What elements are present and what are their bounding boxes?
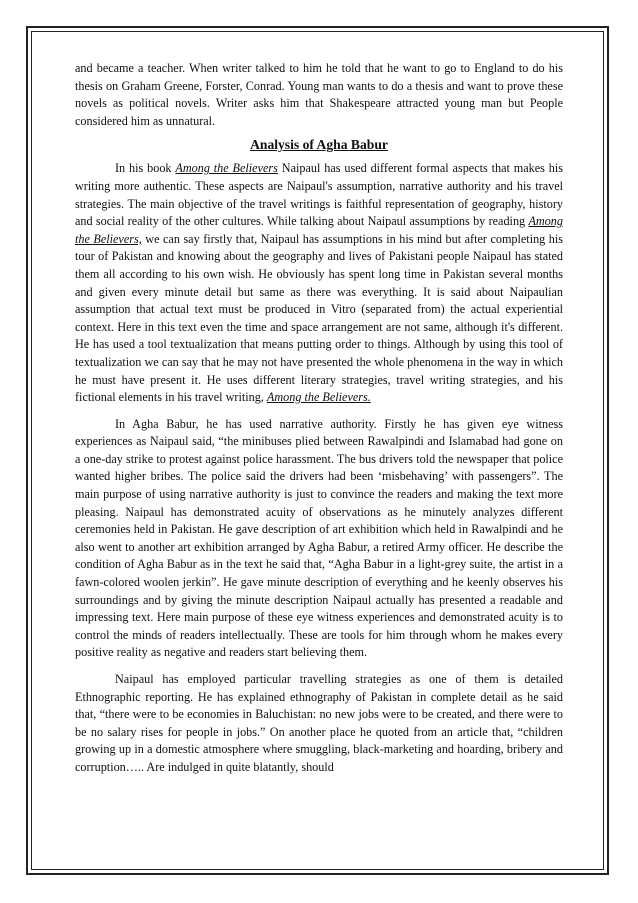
book-title-reference: Among the Believers, [75,214,563,246]
paragraph-formal-aspects [75,160,563,406]
section-heading-text: Analysis of Agha Babur [250,137,388,153]
book-title-reference: Among the Believers. [266,390,371,405]
paragraph-travelling-strategies: Naipaul has employed particular travelling strategies as one of them is detailed Ethnographic reporting. He has explained ethnography of Pakistan in complete detail as he said that, “there were to be economies in Baluchistan: no new jobs were to be created, and there were to be no salary rises for people in jobs.” On another place he quoted from an article that, “children growing up in a domestic atmosphere where smuggling, black-marketing and hoarding, bribery and corruption….. Are indulged in quite blatantly, should [75,672,563,774]
paragraph-text: we can say firstly that, Naipaul has assumptions in his mind but after completing his tour of Pakistan and knowing about the geography and lives of Pakistani people Naipaul has stated them all according to his own wish. He obviously has spent long time in Pakistan several months and given every minute detail but same as there was everything. It is said about Naipaulian assumption that actual text must be produced in Vitro (separated from) the actual experiential context. Here in this text even the time and space arrangement are not same, although it's different. He has used a tool textualization that means putting order to things. Although by using this tool of textualization we can say that he may not have presented the whole phenomena in the way in which he must have present it. He uses different literary strategies, travel writing strategies, and his fictional elements in his travel writing, [75,231,563,405]
intro-paragraph: and became a teacher. When writer talked to him he told that he want to go to England to do his thesis on Graham Greene, Forster, Conrad. Young man wants to do a thesis and want to prove these novels as political novels. Writer asks him that Shakespeare attracted young man but People considered him as unnatural. [75,61,563,128]
section-heading [75,136,563,154]
paragraph-narrative-authority: In Agha Babur, he has used narrative authority. Firstly he has given eye witness experiences as Naipaul said, “the minibuses plied between Rawalpindi and Islamabad had gone on a one-day strike to protest against police harassment. The bus drivers told the newspaper that police wanted higher bribes. The police said the drivers had been ‘misbehaving’ with passengers”. The main purpose of using narrative authority is just to convince the readers and making the text more pleasing. Naipaul has demonstrated acuity of observations as he minutely analyzes different ceremonies held in Pakistan. He gave description of art exhibition which held in Rawalpindi and he also went to another art exhibition arranged by Agha Babur, a retired Army officer. He describe the condition of Agha Babur as in the text he said that, “Agha Babur in a light-grey suite, the artist in a fawn-colored woolen jerkin”. He gave minute description of everything and he keenly observes his surroundings and by giving the minute description Naipaul actually has presented a readable and impressing text. Here main purpose of these eye witness experiences and demonstrated acuity is to control the minds of readers intellectually. These are tools for him through whom he makes every positive reality as negative and readers start believing them. [75,416,563,660]
paragraph-text: In his book [115,161,176,176]
page-content [75,60,563,786]
paragraph-text: Naipaul has used different formal aspects that makes his writing more authentic. These aspects are Naipaul's assumption, narrative authority and his travel strategies. The main objective of the travel writings is faithful representation of geography, history and social reality of the other cultures. While talking about Naipaul assumptions by reading [75,161,564,229]
book-title-reference: Among the Believers [175,161,278,176]
